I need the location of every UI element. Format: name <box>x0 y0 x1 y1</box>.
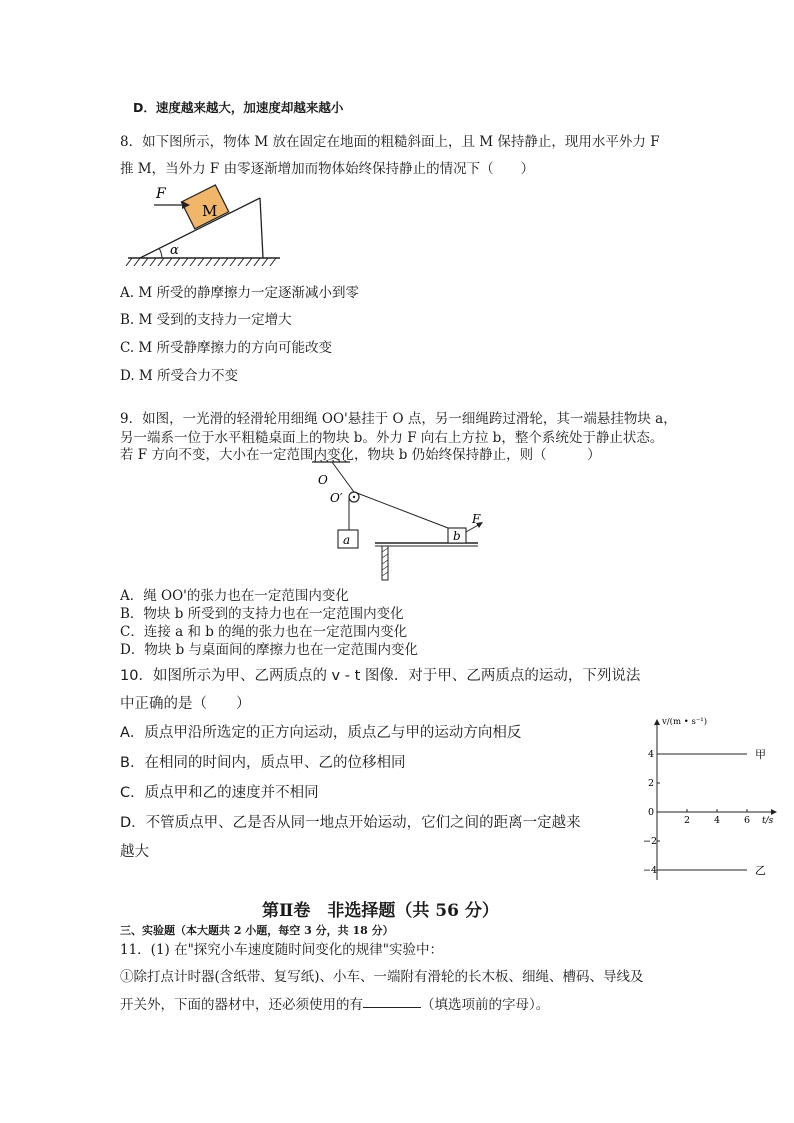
q11-item1-line2-pre: 开关外，下面的器材中，还必须使用的有 <box>120 997 363 1013</box>
q8-force-label: F <box>156 186 166 202</box>
q8-option-d: D. M 所受合力不变 <box>120 368 239 384</box>
q8-stem-line2: 推 M，当外力 F 由零逐渐增加而物体始终保持静止的情况下（ ） <box>120 161 535 177</box>
q8-option-b: B. M 受到的支持力一定增大 <box>120 312 292 328</box>
q10-stem-line2: 中正确的是（ ） <box>120 696 251 712</box>
series-label: 乙 <box>755 864 766 877</box>
q7-option-d: D．速度越来越大，加速度却越来越小 <box>133 100 344 115</box>
q8-stem-line1: 8．如下图所示，物体 M 放在固定在地面的粗糙斜面上，且 M 保持静止，现用水平外力 F <box>120 134 660 150</box>
x-tick-label: 2 <box>684 815 691 826</box>
q11-item1-line2-post: （填选项前的字母）。 <box>421 997 550 1013</box>
answer-blank[interactable] <box>363 1006 421 1008</box>
q9-option-d: D．物块 b 与桌面间的摩擦力也在一定范围内变化 <box>120 642 419 658</box>
q10-option-a: A．质点甲沿所选定的正方向运动，质点乙与甲的运动方向相反 <box>120 725 522 741</box>
chart-x-label: t/s <box>762 816 774 826</box>
y-tick-label: 2 <box>648 778 655 789</box>
q10-stem-line1: 10．如图所示为甲、乙两质点的 v - t 图像．对于甲、乙两质点的运动，下列说法 <box>120 668 641 684</box>
q8-block-label: M <box>202 202 218 220</box>
q9-label-oprime: O′ <box>330 491 343 505</box>
q9-string-oo <box>332 462 354 492</box>
q10-vt-chart <box>640 712 790 884</box>
q9-option-c: C．连接 a 和 b 的绳的张力也在一定范围内变化 <box>120 624 408 640</box>
q8-option-c: C. M 所受静摩擦力的方向可能改变 <box>120 340 333 356</box>
q9-label-a: a <box>343 533 351 547</box>
q9-stem-line3: 若 F 方向不变，大小在一定范围内变化，物块 b 仍始终保持静止，则（ ） <box>120 447 601 463</box>
q8-incline-figure <box>120 180 290 270</box>
y-tick-label: −4 <box>643 865 658 876</box>
part2-title: 第Ⅱ卷 非选择题（共 56 分） <box>262 901 499 921</box>
q10-option-d-cont: 越大 <box>120 844 149 860</box>
q8-option-a: A. M 所受的静摩擦力一定逐渐减小到零 <box>120 285 359 301</box>
y-tick-label: 4 <box>648 749 655 760</box>
q8-angle-label: α <box>170 243 179 258</box>
q9-stem-line2: 另一端系一位于水平粗糙桌面上的物块 b。外力 F 向右上方拉 b，整个系统处于静止状态。 <box>120 430 664 446</box>
q9-label-o: O <box>318 473 328 487</box>
q11-item1-line2 <box>120 993 549 1013</box>
y-tick-label: 0 <box>648 807 655 818</box>
q10-option-c: C．质点甲和乙的速度并不相同 <box>120 785 319 801</box>
q9-label-f: F <box>472 512 481 526</box>
y-tick-label: −2 <box>643 836 658 847</box>
q9-option-b: B．物块 b 所受到的支持力也在一定范围内变化 <box>120 606 404 622</box>
q9-pulley-figure <box>310 460 490 582</box>
q11-stem: 11．(1) 在"探究小车速度随时间变化的规律"实验中： <box>120 942 444 958</box>
x-tick-label: 4 <box>714 815 721 826</box>
q11-item1-line1: ①除打点计时器(含纸带、复写纸)、小车、一端附有滑轮的长木板、细绳、槽码、导线及 <box>120 969 644 985</box>
q10-option-d: D．不管质点甲、乙是否从同一地点开始运动，它们之间的距离一定越来 <box>120 815 581 831</box>
x-tick-label: 6 <box>744 815 751 826</box>
chart-y-label: v/(m • s⁻¹) <box>662 717 708 727</box>
q9-label-b: b <box>453 529 461 543</box>
q10-option-b: B．在相同的时间内，质点甲、乙的位移相同 <box>120 755 406 771</box>
q9-option-a: A．绳 OO'的张力也在一定范围内变化 <box>120 588 349 604</box>
series-label: 甲 <box>755 748 766 761</box>
section3-heading: 三、实验题（本大题共 2 小题，每空 3 分，共 18 分） <box>120 924 394 937</box>
q9-stem-line1: 9．如图，一光滑的轻滑轮用细绳 OO'悬挂于 O 点，另一细绳跨过滑轮，其一端悬挂物块 a， <box>120 411 677 427</box>
